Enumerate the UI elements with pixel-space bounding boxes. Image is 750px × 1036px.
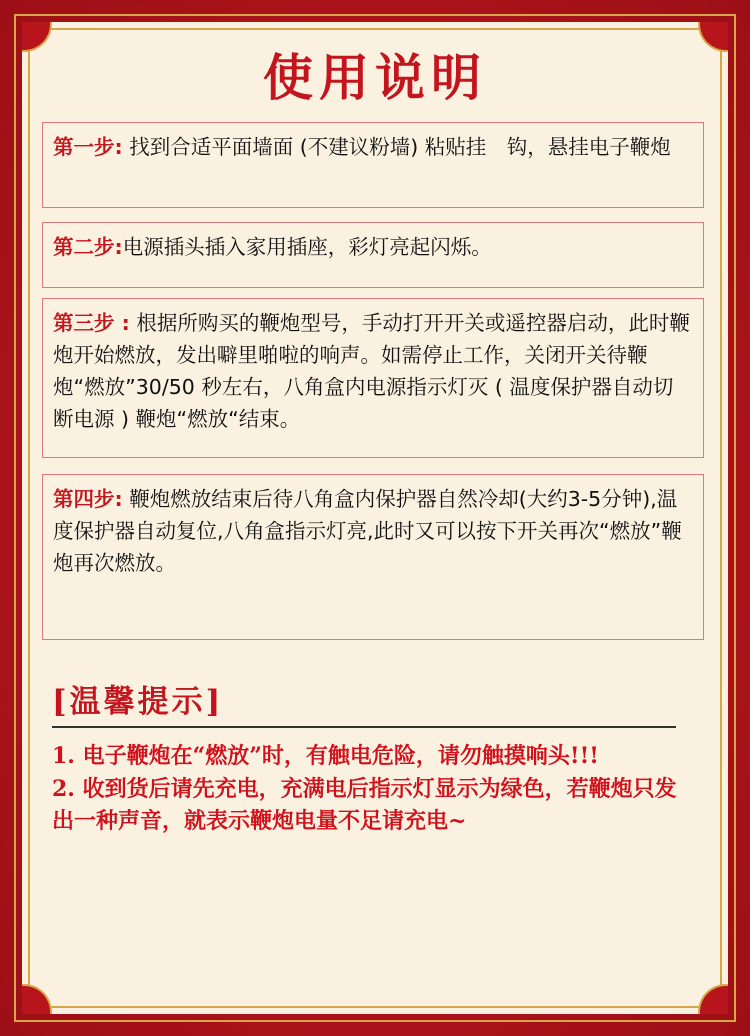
step-2-text: 电源插头插入家用插座，彩灯亮起闪烁。 xyxy=(122,235,492,259)
tip-item-2: 2. 收到货后请先充电，充满电后指示灯显示为绿色，若鞭炮只发出一种声音，就表示鞭炮电量不足请充电~ xyxy=(52,775,677,834)
step-2-box xyxy=(42,222,704,288)
step-4-text-continued: 炮再次燃放。 xyxy=(53,551,176,575)
step-1-text: 找到合适平面墙面 (不建议粉墙) 粘贴挂 钩，悬挂电子鞭炮 xyxy=(122,135,671,159)
step-3-box xyxy=(42,298,704,458)
tips-title: [温馨提示] xyxy=(52,684,224,720)
step-1-box xyxy=(42,122,704,208)
step-1-label: 第一步: xyxy=(53,135,123,159)
tip-item-1: 1. 电子鞭炮在“燃放”时，有触电危险，请勿触摸响头!!! xyxy=(52,743,599,769)
tips-body xyxy=(52,740,692,838)
step-4-box xyxy=(42,474,704,640)
step-2-label: 第二步: xyxy=(53,235,123,259)
page-title: 使用说明 xyxy=(263,49,487,107)
step-4-text: 鞭炮燃放结束后待八角盒内保护器自然冷却(大约3-5分钟),温度保护器自动复位,八角盒指示灯亮,此时又可以按下开关再次“燃放”鞭 xyxy=(53,487,682,543)
step-3-text: 根据所购买的鞭炮型号，手动打开开关或遥控器启动，此时鞭炮开始燃放，发出噼里啪啦的响声。如需停止工作，关闭开关待鞭炮“燃放”30/50 秒左右，八角盒内电源指示灯灭 ( 温度保护器自动切断电源 ) 鞭炮“燃放“结束。 xyxy=(53,311,690,431)
step-3-label: 第三步 : xyxy=(53,311,130,335)
tips-divider xyxy=(52,726,676,728)
step-4-label: 第四步: xyxy=(53,487,123,511)
